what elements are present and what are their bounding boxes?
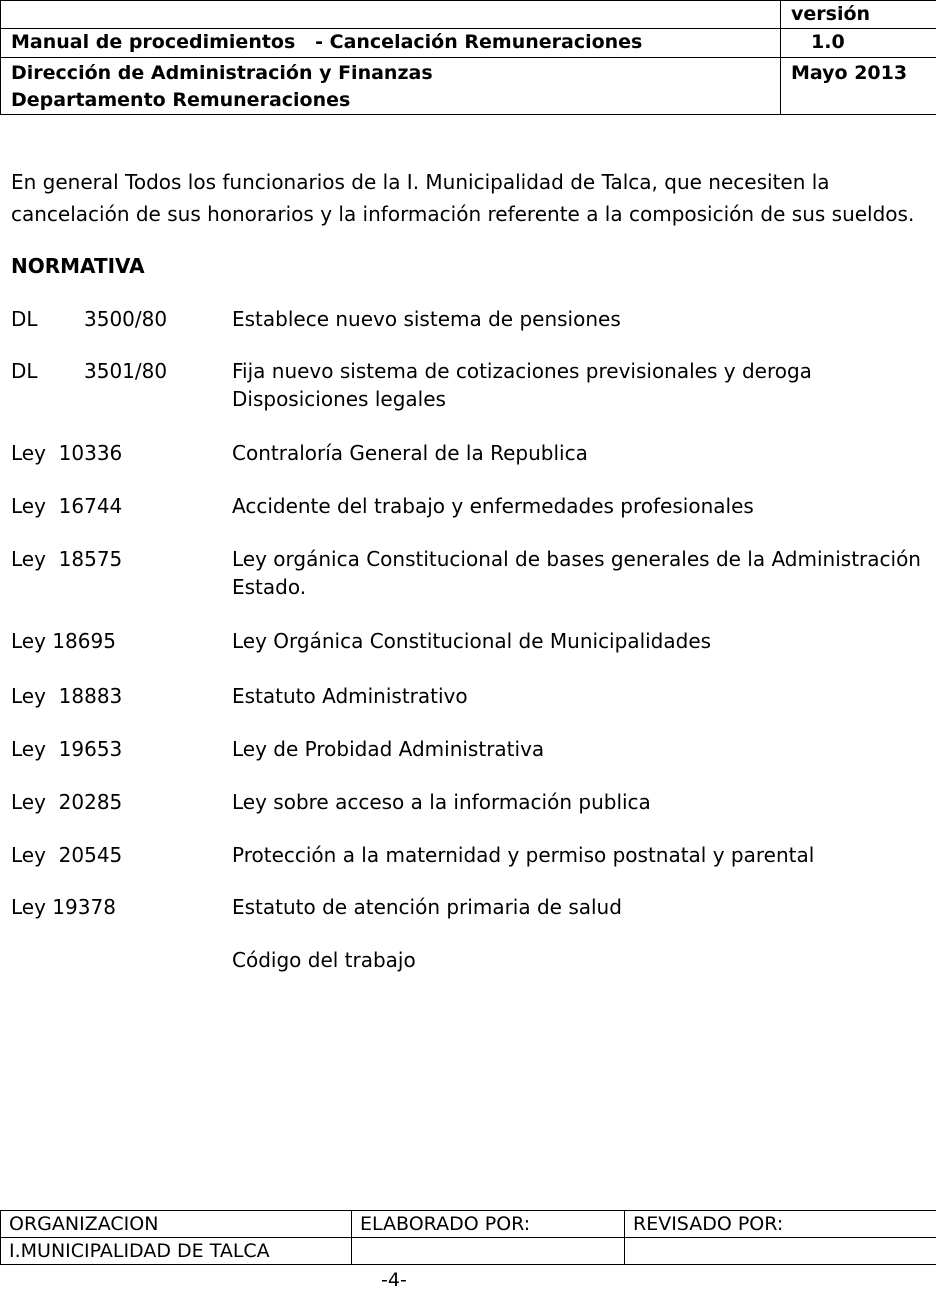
law-item [11,545,926,601]
law-description: Establece nuevo sistema de pensiones [232,305,932,333]
law-reference: Ley 19378 [11,893,116,921]
header-date: Mayo 2013 [781,58,936,115]
law-reference: Ley 18695 [11,627,116,655]
law-description: Protección a la maternidad y permiso postnatal y parental [232,841,932,869]
law-description: Ley orgánica Constitucional de bases generales de la Administración [232,545,932,573]
version-value [781,29,936,58]
footer-organization-label: ORGANIZACION [1,1211,352,1238]
law-description: Fija nuevo sistema de cotizaciones previsionales y deroga [232,357,932,385]
law-description: Ley sobre acceso a la información publica [232,788,932,816]
department-name: Departamento Remuneraciones [11,87,770,114]
law-reference: Ley 10336 [11,439,122,467]
law-description-continued: Disposiciones legales [232,385,932,413]
footer-elaborated-value [352,1238,625,1265]
law-item [11,357,926,413]
direction-name: Dirección de Administración y Finanzas [11,60,770,87]
law-number: 3500/80 [84,305,167,333]
law-reference: Ley 20285 [11,788,122,816]
footer-elaborated-label: ELABORADO POR: [352,1211,625,1238]
law-description: Estatuto de atención primaria de salud [232,893,932,921]
footer-organization-value: I.MUNICIPALIDAD DE TALCA [1,1238,352,1265]
version-label: versión [781,1,936,29]
law-number: 3501/80 [84,357,167,385]
law-type: DL [11,305,38,333]
footer-reviewed-label: REVISADO POR: [625,1211,936,1238]
law-reference: Ley 20545 [11,841,122,869]
law-description: Accidente del trabajo y enfermedades profesionales [232,492,932,520]
law-reference: Ley 18575 [11,545,122,573]
manual-title: Manual de procedimientos - Cancelación Remuneraciones [1,29,781,58]
footer-reviewed-value [625,1238,936,1265]
law-description: Contraloría General de la Republica [232,439,932,467]
page-number: -4- [381,1268,407,1292]
law-description: Código del trabajo [232,946,932,974]
law-description: Ley Orgánica Constitucional de Municipalidades [232,627,932,655]
version-number: 1.0 [811,31,845,53]
header-empty-cell [1,1,781,29]
law-reference: Ley 19653 [11,735,122,763]
document-header [0,0,936,115]
law-description-continued: Estado. [232,573,932,601]
law-description: Estatuto Administrativo [232,682,932,710]
law-reference: Ley 18883 [11,682,122,710]
header-direction-cell [1,58,781,115]
intro-paragraph: En general Todos los funcionarios de la I. Municipalidad de Talca, que necesiten la cancelación de sus honorarios y la información referente a la composición de sus sueldos. [11,166,926,230]
law-type: DL [11,357,38,385]
law-reference: Ley 16744 [11,492,122,520]
law-description: Ley de Probidad Administrativa [232,735,932,763]
section-title-normativa: NORMATIVA [11,252,145,280]
document-footer [0,1210,936,1265]
